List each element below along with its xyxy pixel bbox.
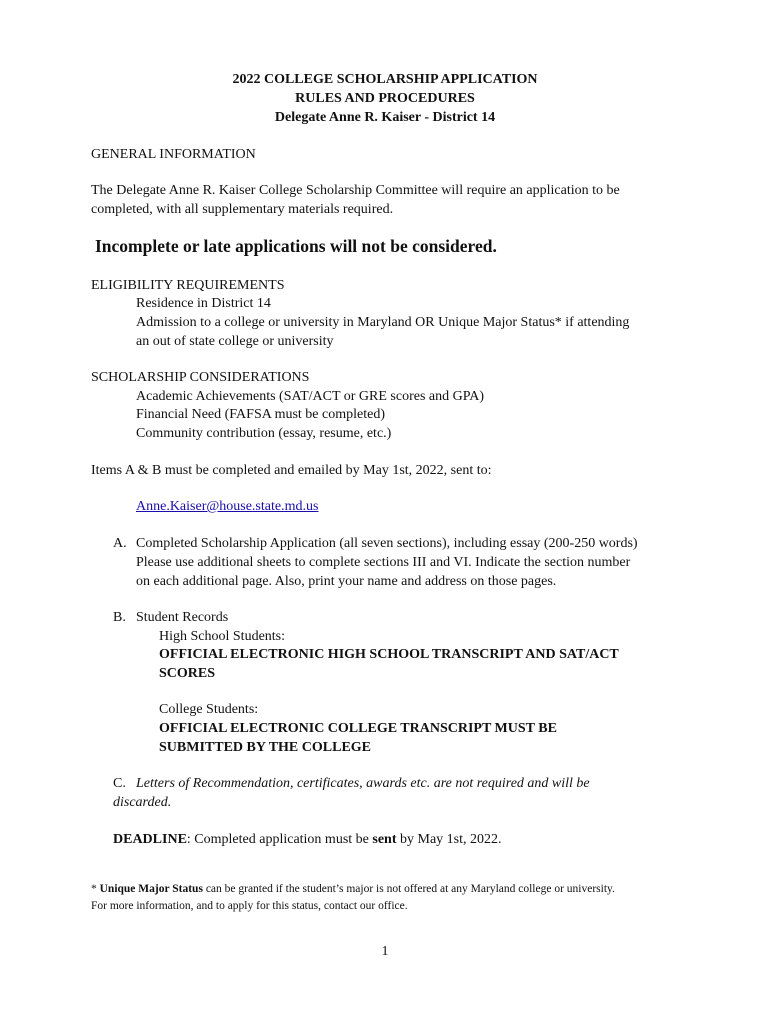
college-requirement-line1: OFFICIAL ELECTRONIC COLLEGE TRANSCRIPT MUST BE	[159, 721, 557, 736]
item-c-line1: Letters of Recommendation, certificates, awards etc. are not required and will be	[136, 776, 590, 791]
item-a-marker: A.	[113, 536, 127, 551]
document-subtitle: RULES AND PROCEDURES	[295, 91, 475, 106]
general-info-text-line1: The Delegate Anne R. Kaiser College Scholarship Committee will require an application to be	[91, 183, 620, 198]
high-school-label: High School Students:	[159, 629, 286, 644]
eligibility-heading: ELIGIBILITY REQUIREMENTS	[91, 278, 285, 293]
item-c-marker: C.	[113, 776, 126, 791]
consideration-item-financial: Financial Need (FAFSA must be completed)	[136, 407, 385, 422]
general-info-heading: GENERAL INFORMATION	[91, 147, 256, 162]
item-c-line2: discarded.	[113, 795, 172, 810]
footnote-term: Unique Major Status	[99, 883, 203, 895]
high-school-requirement-line2: SCORES	[159, 666, 216, 681]
footnote-line2: For more information, and to apply for this status, contact our office.	[91, 900, 408, 912]
consideration-item-community: Community contribution (essay, resume, etc.)	[136, 426, 392, 441]
eligibility-item-admission-line1: Admission to a college or university in Maryland OR Unique Major Status* if attending	[136, 315, 630, 330]
item-a-line3: on each additional page. Also, print your name and address on those pages.	[136, 574, 557, 589]
eligibility-item-residence: Residence in District 14	[136, 296, 271, 311]
item-b-title: Student Records	[136, 610, 229, 625]
document-title: 2022 COLLEGE SCHOLARSHIP APPLICATION	[232, 72, 538, 87]
deadline-text: : Completed application must be	[186, 832, 373, 847]
items-intro: Items A & B must be completed and emailed by May 1st, 2022, sent to:	[91, 463, 492, 478]
high-school-requirement-line1: OFFICIAL ELECTRONIC HIGH SCHOOL TRANSCRIPT AND SAT/ACT	[159, 647, 619, 662]
email-link[interactable]: Anne.Kaiser@house.state.md.us	[136, 499, 319, 514]
deadline-date: by May 1st, 2022.	[396, 832, 502, 847]
deadline-line	[113, 830, 502, 849]
deadline-label: DEADLINE	[113, 832, 187, 847]
college-requirement-line2: SUBMITTED BY THE COLLEGE	[159, 740, 372, 755]
footnote-text: can be granted if the student’s major is not offered at any Maryland college or university.	[202, 883, 615, 895]
considerations-heading: SCHOLARSHIP CONSIDERATIONS	[91, 370, 310, 385]
footnote-line1	[91, 881, 615, 897]
document-author-line: Delegate Anne R. Kaiser - District 14	[274, 110, 496, 125]
eligibility-item-admission-line2: an out of state college or university	[136, 334, 334, 349]
general-info-text-line2: completed, with all supplementary materials required.	[91, 202, 394, 217]
item-b-marker: B.	[113, 610, 126, 625]
late-application-warning: Incomplete or late applications will not be considered.	[95, 236, 497, 256]
page-number: 1	[381, 944, 389, 959]
consideration-item-academic: Academic Achievements (SAT/ACT or GRE scores and GPA)	[136, 389, 484, 404]
item-a-line2: Please use additional sheets to complete sections III and VI. Indicate the section number	[136, 555, 631, 570]
college-label: College Students:	[159, 702, 259, 717]
footnote-star: *	[91, 883, 100, 895]
item-a-line1: Completed Scholarship Application (all seven sections), including essay (200-250 words)	[136, 536, 638, 551]
deadline-sent: sent	[372, 832, 397, 847]
